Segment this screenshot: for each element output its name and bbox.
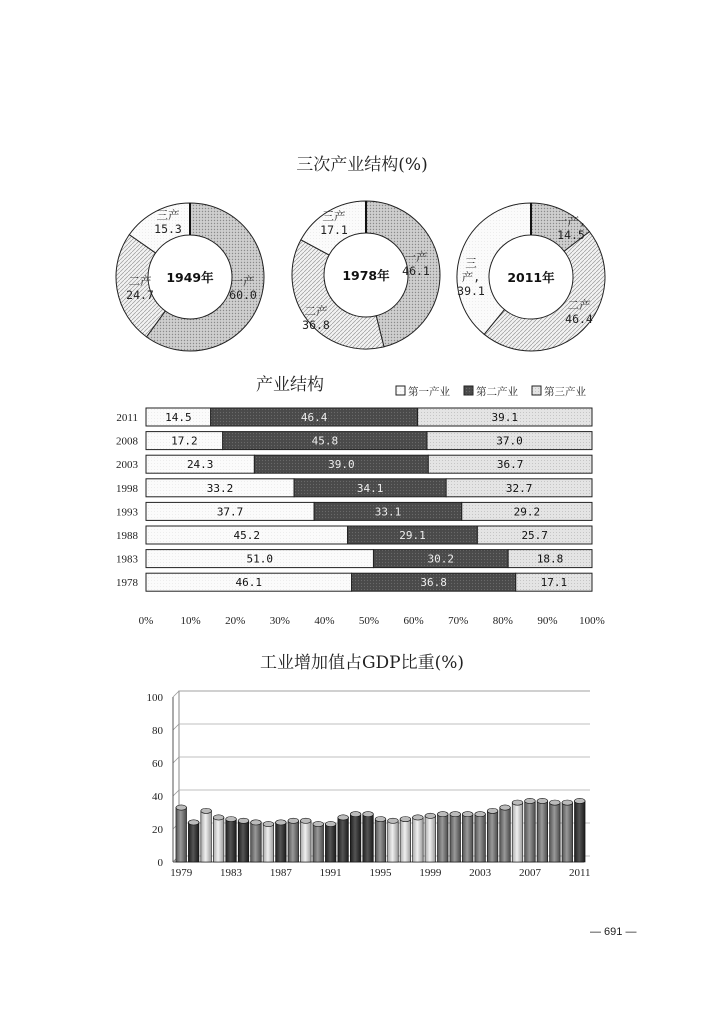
value-label: 18.8	[536, 552, 564, 566]
industry-bar	[425, 816, 436, 862]
value-label: 37.0	[496, 434, 523, 448]
donut-center-label: 1949年	[166, 270, 214, 285]
industry-bar	[226, 819, 237, 862]
industry-bar-top	[413, 815, 424, 820]
industry-bar-top	[500, 805, 511, 810]
x-tick-label: 90%	[537, 615, 558, 627]
donut-slice-二产	[484, 232, 605, 351]
industry-bar	[388, 821, 399, 862]
x-tick-label: 2007	[518, 867, 541, 879]
category-label: 1993	[116, 506, 138, 519]
industry-bar-top	[487, 808, 498, 813]
industry-bar	[500, 808, 511, 862]
industry-bar	[238, 821, 249, 862]
industry-bar-top	[251, 820, 262, 825]
donut-group	[116, 201, 605, 351]
donut-slice-label: 一产 46.1	[402, 250, 430, 278]
x-tick-label: 2011	[568, 867, 591, 879]
value-label: 33.2	[206, 481, 234, 495]
industry-bar-top	[574, 798, 585, 803]
industry-bar	[288, 821, 299, 862]
value-label: 39.0	[328, 458, 355, 472]
industry-bar-top	[400, 817, 411, 822]
industry-bar-top	[562, 800, 573, 805]
category-label: 1988	[116, 530, 138, 542]
industry-bar-top	[425, 813, 436, 818]
x-tick-label: 80%	[492, 615, 513, 627]
industry-bar-top	[300, 818, 311, 823]
category-label: 2008	[116, 435, 138, 448]
grid-diagonal	[173, 790, 179, 796]
industry-bar-top	[226, 817, 237, 822]
industry-bar	[450, 814, 461, 862]
donut-slice-label: 三产 17.1	[320, 209, 348, 237]
donut-slice-label: 二产 24.7	[126, 274, 154, 302]
legend-swatch	[396, 386, 405, 395]
y-tick-label: 20	[152, 824, 163, 836]
industry-bar	[263, 824, 274, 862]
industry-bar-top	[550, 800, 561, 805]
industry-bar	[574, 801, 585, 862]
value-label: 36.7	[496, 458, 524, 472]
industry-bar-top	[176, 805, 187, 810]
industry-bar-top	[475, 812, 486, 817]
industry-bar	[537, 801, 548, 862]
industry-bar	[375, 819, 386, 862]
industry-bar-plot	[147, 691, 591, 879]
value-label: 17.2	[171, 434, 198, 448]
industry-bar-top	[437, 812, 448, 817]
industry-bar-top	[388, 818, 399, 823]
value-label: 24.3	[186, 458, 214, 472]
x-tick-label: 1983	[220, 867, 243, 879]
value-label: 51.0	[246, 552, 273, 566]
x-tick-label: 70%	[448, 615, 469, 627]
donut-center-label: 2011年	[507, 270, 555, 285]
legend-label: 第一产业	[408, 386, 450, 398]
value-label: 25.7	[521, 529, 548, 542]
value-label: 45.8	[311, 434, 339, 448]
value-label: 39.1	[491, 411, 519, 424]
category-label: 2003	[116, 459, 138, 472]
grid-diagonal	[173, 757, 179, 763]
donut-slice-label: 一产, 14.5	[556, 214, 586, 242]
industry-bar-top	[188, 820, 199, 825]
industry-bar-top	[338, 815, 349, 820]
industry-bar	[512, 803, 523, 862]
value-label: 46.4	[300, 411, 328, 424]
donut-slice-label: 三产 15.3	[154, 208, 182, 236]
y-tick-label: 40	[152, 791, 163, 803]
industry-bar	[276, 822, 287, 862]
value-label: 36.8	[420, 576, 447, 590]
x-tick-label: 1987	[269, 867, 292, 879]
industry-bar-top	[525, 798, 536, 803]
industry-chart-title: 工业增加值占GDP比重(%)	[259, 653, 465, 673]
industry-bar-top	[350, 812, 361, 817]
industry-bar-top	[512, 800, 523, 805]
donut-1	[292, 201, 440, 349]
stacked-bar-plot	[116, 408, 605, 627]
donut-chart-title: 三次产业结构(%)	[296, 155, 428, 175]
donut-slice-label: 二产 46.4	[565, 298, 593, 326]
industry-bar-top	[363, 812, 374, 817]
industry-bar	[350, 814, 361, 862]
industry-bar	[363, 814, 374, 862]
industry-bar	[550, 803, 561, 862]
donut-2	[457, 203, 605, 351]
industry-bar	[475, 814, 486, 862]
legend-label: 第二产业	[476, 386, 518, 398]
x-tick-label: 1999	[419, 867, 442, 879]
industry-bar	[213, 817, 224, 862]
legend-label: 第三产业	[544, 386, 586, 398]
industry-bar-top	[375, 817, 386, 822]
donut-center-label: 1978年	[342, 268, 390, 283]
industry-bar-top	[325, 821, 336, 826]
industry-bar	[251, 822, 262, 862]
industry-bar-top	[462, 812, 473, 817]
stacked-chart-title: 产业结构	[256, 375, 324, 395]
category-label: 1978	[116, 577, 138, 590]
industry-bar	[338, 817, 349, 862]
industry-bar	[325, 824, 336, 862]
industry-bar-top	[537, 798, 548, 803]
donut-slice-label: 二产 36.8	[302, 304, 330, 332]
industry-bar-top	[263, 821, 274, 826]
x-tick-label: 100%	[579, 615, 605, 627]
industry-bar	[188, 822, 199, 862]
industry-bar	[562, 803, 573, 862]
y-tick-label: 80	[152, 725, 163, 737]
industry-bar-top	[288, 818, 299, 823]
industry-bar	[400, 819, 411, 862]
category-label: 2011	[116, 412, 138, 424]
value-label: 29.2	[513, 505, 541, 519]
industry-bar-top	[450, 812, 461, 817]
x-tick-label: 1995	[369, 867, 392, 879]
x-tick-label: 0%	[138, 615, 154, 627]
x-tick-label: 30%	[269, 615, 290, 627]
industry-bar-top	[201, 808, 212, 813]
grid-diagonal	[173, 724, 179, 730]
category-label: 1998	[116, 482, 138, 495]
industry-bar	[437, 814, 448, 862]
legend-swatch	[532, 386, 541, 395]
x-tick-label: 10%	[180, 615, 201, 627]
industry-bar-top	[313, 821, 324, 826]
value-label: 29.1	[399, 529, 426, 542]
x-tick-label: 1979	[170, 867, 193, 879]
y-tick-label: 100	[146, 692, 163, 704]
value-label: 37.7	[216, 505, 244, 519]
industry-bar-top	[238, 818, 249, 823]
donut-slice-label: 一产 60.0	[229, 274, 257, 302]
donut-0	[116, 203, 264, 351]
y-tick-label: 60	[152, 758, 163, 770]
stacked-legend	[396, 385, 586, 398]
industry-bar-top	[213, 815, 224, 820]
page-number: — 691 —	[590, 926, 637, 938]
donut-slice-label: 三产, 39.1	[457, 256, 485, 298]
value-label: 45.2	[233, 529, 261, 542]
industry-bar	[462, 814, 473, 862]
value-label: 34.1	[356, 481, 384, 495]
industry-bar	[487, 811, 498, 862]
industry-bar	[313, 824, 324, 862]
value-label: 32.7	[505, 481, 533, 495]
value-label: 17.1	[540, 576, 568, 590]
industry-bar	[201, 811, 212, 862]
x-tick-label: 40%	[314, 615, 335, 627]
category-label: 1983	[116, 553, 138, 566]
x-tick-label: 2003	[469, 867, 492, 879]
donut-slice-二产	[292, 240, 384, 349]
value-label: 46.1	[235, 576, 263, 590]
legend-swatch	[464, 386, 473, 395]
industry-bar	[413, 817, 424, 862]
value-label: 33.1	[374, 505, 402, 519]
industry-bar-top	[276, 820, 287, 825]
value-label: 14.5	[165, 411, 192, 424]
industry-bar	[525, 801, 536, 862]
industry-bar	[300, 821, 311, 862]
x-tick-label: 60%	[403, 615, 424, 627]
industry-bar	[176, 808, 187, 862]
y-tick-label: 0	[157, 857, 163, 869]
x-tick-label: 1991	[319, 867, 342, 879]
x-tick-label: 20%	[225, 615, 246, 627]
x-tick-label: 50%	[358, 615, 380, 627]
grid-diagonal	[173, 691, 179, 697]
value-label: 30.2	[427, 552, 455, 566]
